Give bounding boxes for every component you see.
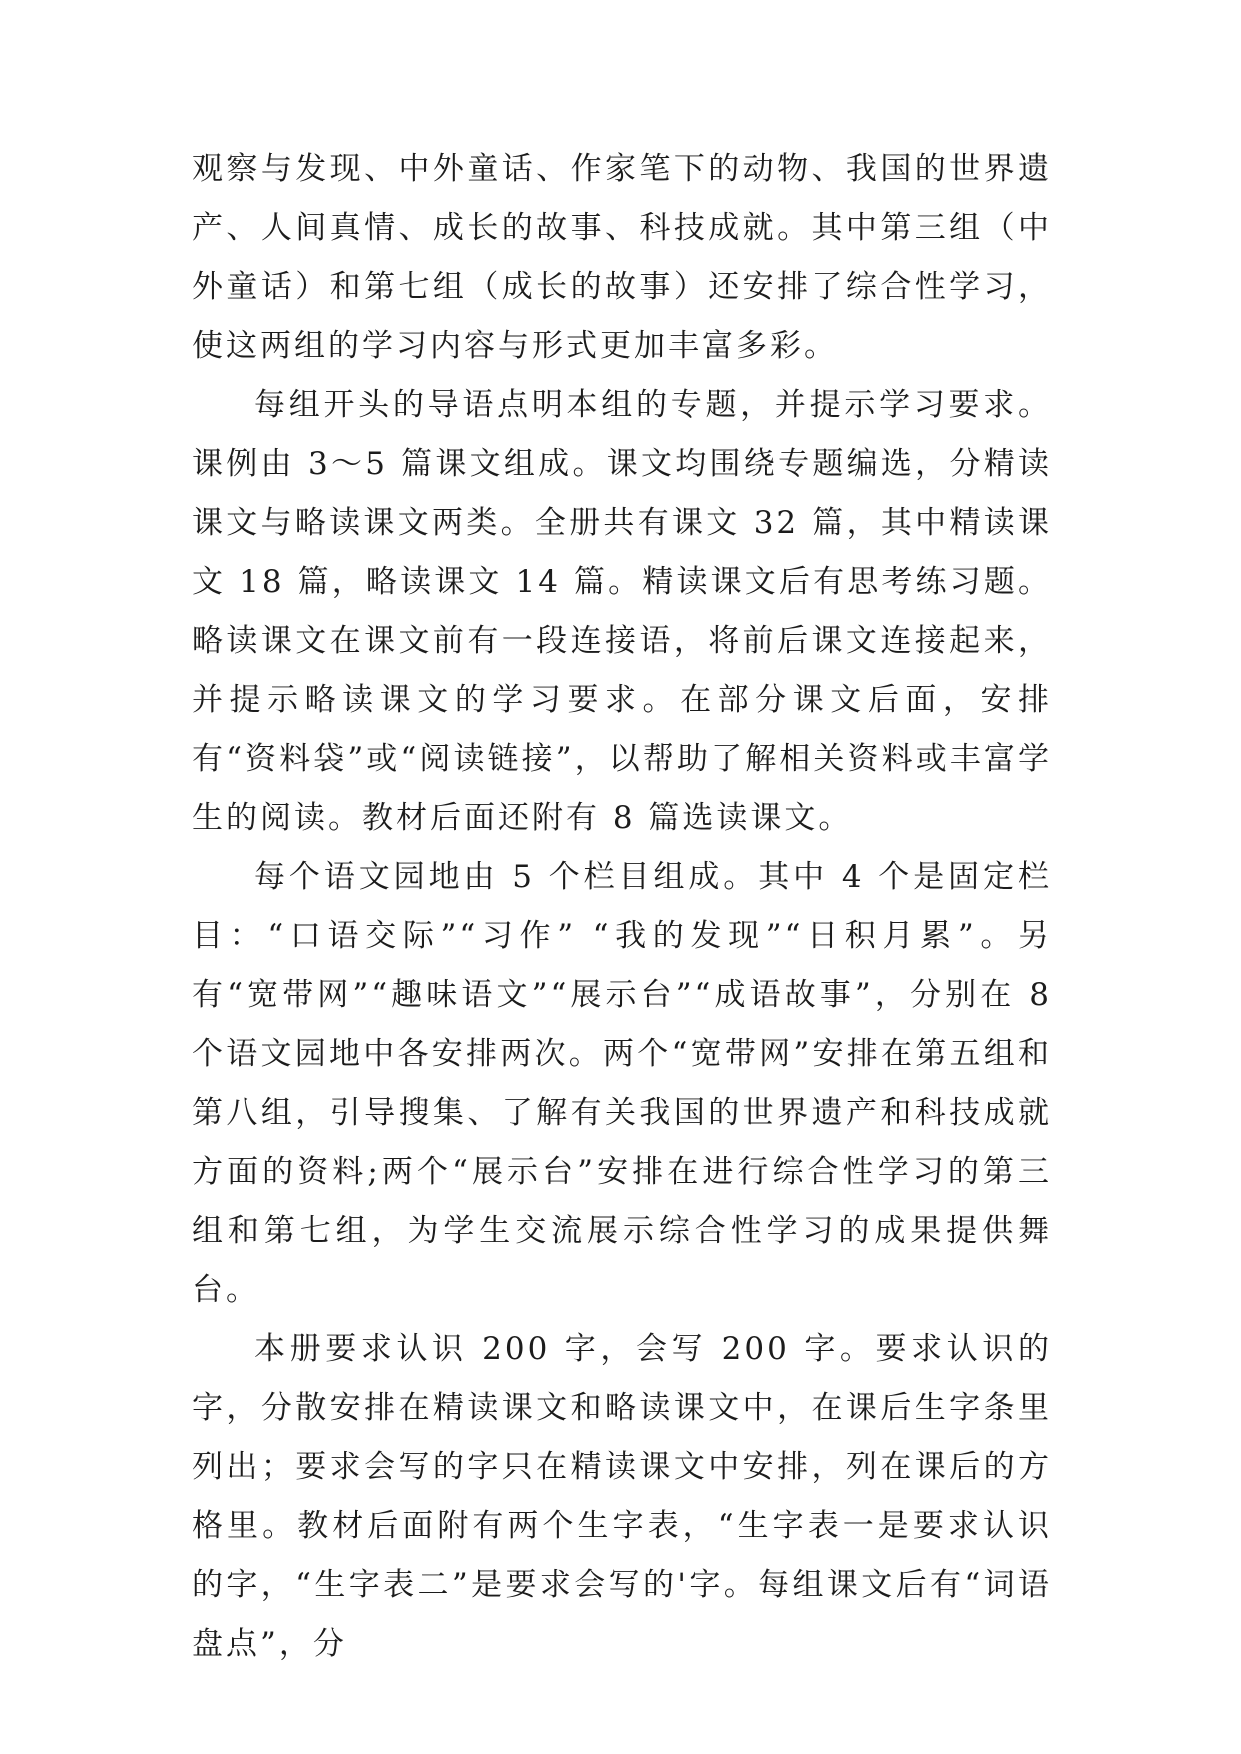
paragraph-continuation: 观察与发现、中外童话、作家笔下的动物、我国的世界遗产、人间真情、成长的故事、科技成就。其中第三组（中外童话）和第七组（成长的故事）还安排了综合性学习，使这两组的学习内容与形式更加丰富多彩。: [192, 151, 1052, 364]
paragraph-lesson-structure: 每组开头的导语点明本组的专题，并提示学习要求。课例由 3～5 篇课文组成。课文均围绕专题编选，分精读课文与略读课文两类。全册共有课文 32 篇，其中精读课文 18 篇，略读课文 14 篇。精读课文后有思考练习题。略读课文在课文前有一段连接语，将前后课文连接起来，并提示略读课文的学习要求。在部分课文后面，安排有“资料袋”或“阅读链接”，以帮助了解相关资料或丰富学生的阅读。教材后面还附有 8 篇选读课文。: [192, 387, 1052, 836]
paragraph-character-requirements: 本册要求认识 200 字，会写 200 字。要求认识的字，分散安排在精读课文和略读课文中，在课后生字条里列出；要求会写的字只在精读课文中安排，列在课后的方格里。教材后面附有两个生字表，“生字表一是要求认识的字，“生字表二”是要求会写的'字。每组课文后有“词语盘点”，分: [192, 1331, 1052, 1662]
document-body: [192, 140, 1052, 1674]
paragraph-chinese-garden: 每个语文园地由 5 个栏目组成。其中 4 个是固定栏目：“口语交际”“习作” “我的发现”“日积月累”。另有“宽带网”“趣味语文”“展示台”“成语故事”，分别在 8 个语文园地中各安排两次。两个“宽带网”安排在第五组和第八组，引导搜集、了解有关我国的世界遗产和科技成就方面的资料;两个“展示台”安排在进行综合性学习的第三组和第七组，为学生交流展示综合性学习的成果提供舞台。: [192, 859, 1052, 1308]
